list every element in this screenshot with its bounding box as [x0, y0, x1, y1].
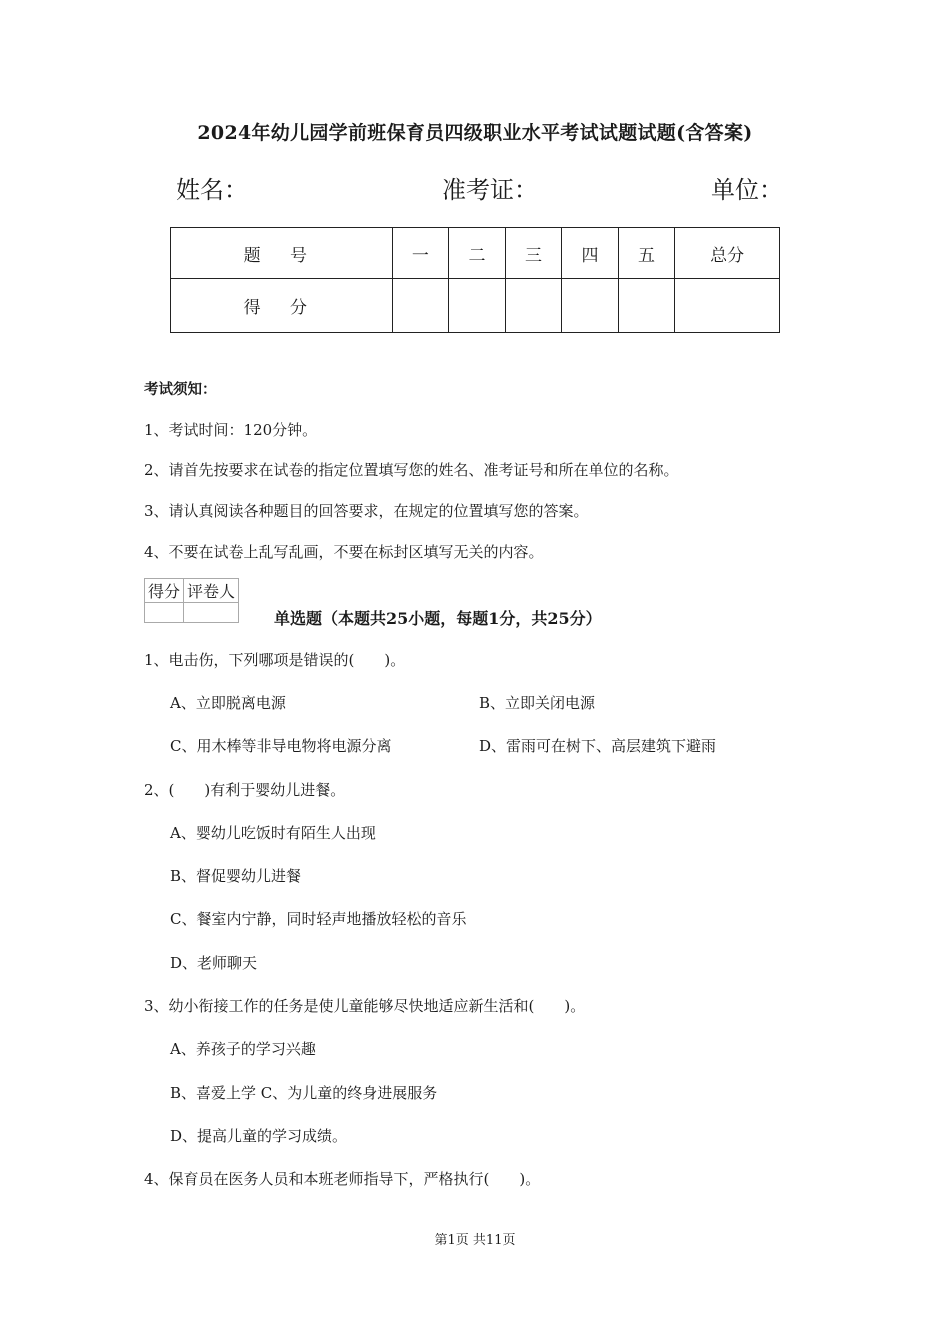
notice-item: 2、请首先按要求在试卷的指定位置填写您的姓名、准考证号和所在单位的名称。 — [144, 461, 679, 479]
notice-heading: 考试须知： — [144, 381, 217, 398]
question-option: C、用木棒等非导电物将电源分离 — [170, 737, 392, 755]
question-option: D、老师聊天 — [170, 954, 258, 972]
score-table-score-row — [171, 279, 780, 333]
question-option: A、婴幼儿吃饭时有陌生人出现 — [170, 824, 376, 842]
score-column-header: 三 — [505, 228, 562, 279]
question-option: A、养孩子的学习兴趣 — [170, 1040, 316, 1058]
score-cell — [392, 279, 449, 333]
question-option: A、立即脱离电源 — [170, 694, 286, 712]
grader-blank-row — [145, 603, 239, 623]
unit-field-label: 单位： — [711, 176, 783, 204]
score-cell — [618, 279, 675, 333]
score-cell — [449, 279, 506, 333]
document-title: 2024年幼儿园学前班保育员四级职业水平考试试题试题(含答案) — [197, 122, 753, 144]
question-number-label: 题 号 — [171, 228, 393, 279]
score-table-header-row — [171, 228, 780, 279]
grader-header-row — [145, 579, 239, 603]
score-row-label: 得 分 — [171, 279, 393, 333]
notice-item: 3、请认真阅读各种题目的回答要求，在规定的位置填写您的答案。 — [144, 502, 589, 520]
grader-reviewer-cell — [184, 603, 239, 623]
question-option: D、雷雨可在树下、高层建筑下避雨 — [479, 737, 717, 755]
question-option: B、喜爱上学 C、为儿童的终身进展服务 — [170, 1084, 438, 1102]
page-footer: 第1页 共11页 — [434, 1233, 516, 1248]
question-option: B、督促婴幼儿进餐 — [170, 867, 302, 885]
name-field-label: 姓名： — [176, 176, 248, 204]
grader-score-label: 得分 — [145, 579, 184, 603]
score-cell — [675, 279, 780, 333]
grader-score-cell — [145, 603, 184, 623]
score-cell — [505, 279, 562, 333]
notice-item: 1、考试时间：120分钟。 — [144, 421, 318, 439]
question-option: C、餐室内宁静，同时轻声地播放轻松的音乐 — [170, 910, 467, 928]
score-column-header: 五 — [618, 228, 675, 279]
score-column-header: 四 — [562, 228, 619, 279]
notice-item: 4、不要在试卷上乱写乱画，不要在标封区填写无关的内容。 — [144, 543, 544, 561]
question-stem: 1、电击伤，下列哪项是错误的( )。 — [144, 651, 406, 669]
grader-reviewer-label: 评卷人 — [184, 579, 239, 603]
question-stem: 3、幼小衔接工作的任务是使儿童能够尽快地适应新生活和( )。 — [144, 997, 586, 1015]
score-cell — [562, 279, 619, 333]
grader-table — [144, 578, 239, 623]
question-stem: 4、保育员在医务人员和本班老师指导下，严格执行( )。 — [144, 1170, 541, 1188]
score-column-header: 二 — [449, 228, 506, 279]
section-title: 单选题（本题共25小题，每题1分，共25分） — [274, 609, 602, 628]
score-column-header: 一 — [392, 228, 449, 279]
score-column-header: 总分 — [675, 228, 780, 279]
question-option: D、提高儿童的学习成绩。 — [170, 1127, 348, 1145]
question-stem: 2、( )有利于婴幼儿进餐。 — [144, 781, 346, 799]
exam-id-field-label: 准考证： — [442, 176, 538, 204]
question-option: B、立即关闭电源 — [479, 694, 596, 712]
score-table — [170, 227, 780, 333]
